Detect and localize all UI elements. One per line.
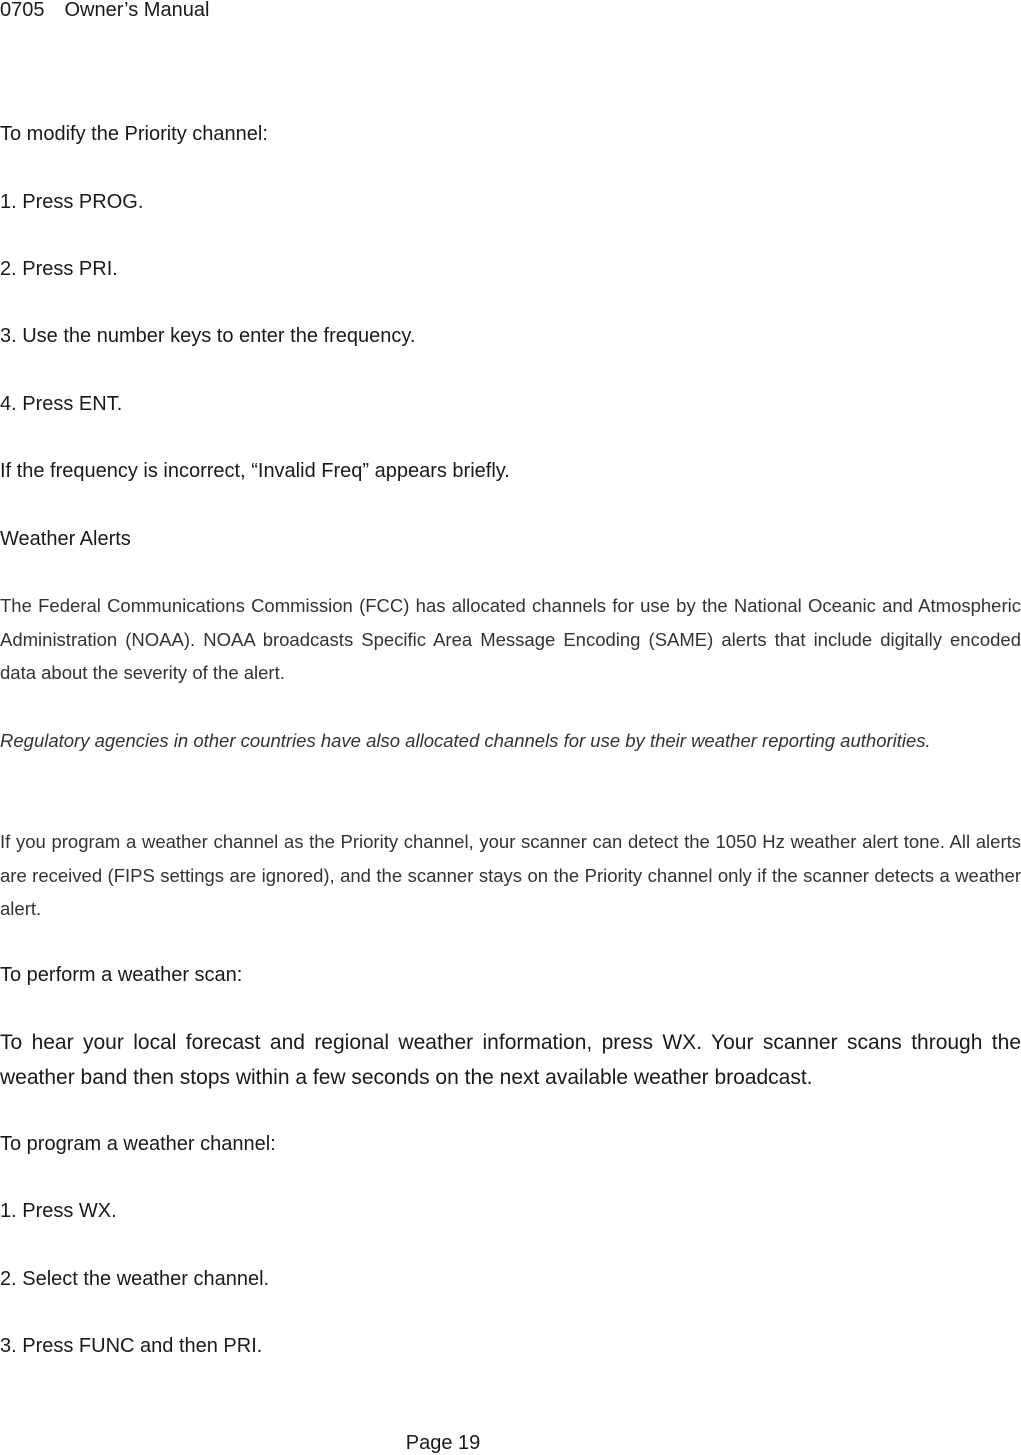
priority-weather-paragraph: If you program a weather channel as the Priority channel, your scanner can detect the 1050 Hz weather alert tone. All alerts are received (FIPS settings are ignored), and the scanner stays on the Priority channel only if the scanner detects a weather alert. — [0, 831, 1021, 919]
program-step-2: 2. Select the weather channel. — [0, 1268, 270, 1290]
invalid-frequency-note: If the frequency is incorrect, “Invalid Freq” appears briefly. — [0, 460, 510, 482]
page-number: Page 19 — [405, 1432, 481, 1454]
program-weather-intro: To program a weather channel: — [0, 1133, 276, 1155]
modify-step-1: 1. Press PROG. — [0, 191, 144, 213]
modify-step-2: 2. Press PRI. — [0, 258, 118, 280]
modify-step-3: 3. Use the number keys to enter the frequency. — [0, 325, 416, 347]
program-step-1: 1. Press WX. — [0, 1200, 117, 1222]
section-heading-weather-alerts: Weather Alerts — [0, 528, 131, 550]
page-header — [0, 0, 209, 22]
page-footer — [0, 1431, 1021, 1455]
modify-step-4: 4. Press ENT. — [0, 393, 123, 415]
fcc-paragraph: The Federal Communications Commission (FCC) has allocated channels for use by the National Oceanic and Atmospheric Administration (NOAA). NOAA broadcasts Specific Area Message Encoding (SAME) alerts that include digitally encoded data about the severity of the alert. — [0, 595, 1021, 683]
document-title: Owner’s Manual — [64, 0, 210, 21]
weather-scan-paragraph: To hear your local forecast and regional weather information, press WX. Your scanner scans through the weather band then stops within a few seconds on the next available weather broadcast. — [0, 1031, 1021, 1089]
weather-scan-intro: To perform a weather scan: — [0, 964, 243, 986]
document-number: 0705 — [0, 0, 45, 21]
regulatory-paragraph: Regulatory agencies in other countries have also allocated channels for use by their weather reporting authorities. — [0, 730, 931, 751]
program-step-3: 3. Press FUNC and then PRI. — [0, 1335, 263, 1357]
modify-priority-intro: To modify the Priority channel: — [0, 123, 268, 145]
